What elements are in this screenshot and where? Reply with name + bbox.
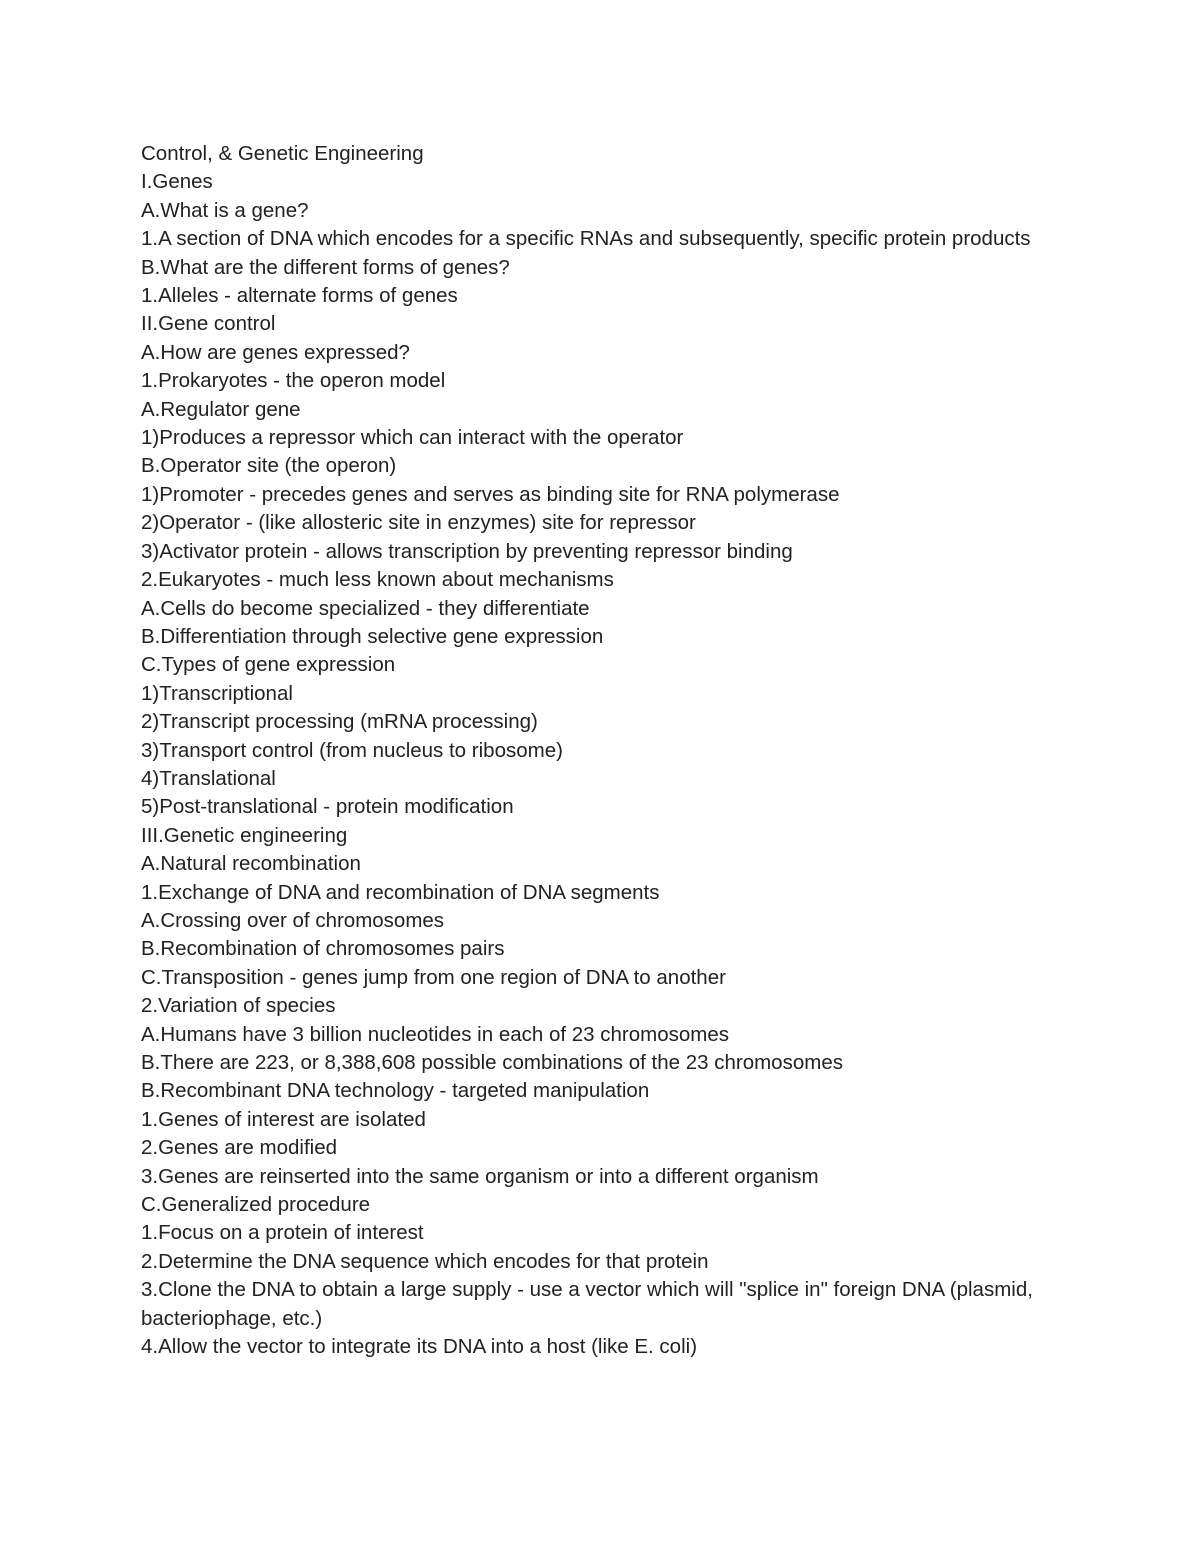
outline-line: C.Transposition - genes jump from one region of DNA to another: [141, 965, 726, 989]
outline-text: [141, 140, 1041, 1361]
outline-line: 2.Variation of species: [141, 994, 336, 1018]
outline-line: A.Cells do become specialized - they differentiate: [141, 596, 590, 620]
outline-line: 5)Post-translational - protein modification: [141, 795, 514, 819]
outline-line: A.How are genes expressed?: [141, 340, 410, 364]
outline-line: B.Differentiation through selective gene expression: [141, 624, 604, 648]
outline-line: I.Genes: [141, 170, 213, 194]
document-title: Control, & Genetic Engineering: [141, 142, 424, 165]
outline-line: 1.Genes of interest are isolated: [141, 1107, 426, 1131]
outline-line: III.Genetic engineering: [141, 823, 348, 847]
outline-line: 2.Determine the DNA sequence which encodes for that protein: [141, 1249, 709, 1273]
outline-line: B.Operator site (the operon): [141, 454, 397, 478]
outline-line: 4.Allow the vector to integrate its DNA into a host (like E. coli): [141, 1335, 698, 1359]
outline-line: 3)Transport control (from nucleus to ribosome): [141, 738, 563, 762]
outline-line: 1.Exchange of DNA and recombination of DNA segments: [141, 880, 660, 904]
outline-line: 1.A section of DNA which encodes for a specific RNAs and subsequently, specific protein products: [141, 227, 1031, 251]
outline-line: B.There are 223, or 8,388,608 possible combinations of the 23 chromosomes: [141, 1051, 843, 1074]
outline-line: B.What are the different forms of genes?: [141, 255, 510, 279]
outline-line: B.Recombinant DNA technology - targeted manipulation: [141, 1079, 650, 1103]
outline-line: 4)Translational: [141, 766, 276, 790]
outline-line: II.Gene control: [141, 312, 276, 336]
outline-line: 3.Clone the DNA to obtain a large supply - use a vector which will "splice in" foreign DNA (plasmid, bacteriophage, etc.): [141, 1278, 1033, 1330]
outline-line: 3.Genes are reinserted into the same organism or into a different organism: [141, 1164, 819, 1188]
outline-line: A.Regulator gene: [141, 397, 301, 421]
outline-line: B.Recombination of chromosomes pairs: [141, 937, 505, 961]
outline-line: 1)Transcriptional: [141, 681, 293, 705]
outline-line: 1)Produces a repressor which can interact with the operator: [141, 426, 684, 450]
outline-line: 2.Genes are modified: [141, 1136, 338, 1160]
outline-line: C.Generalized procedure: [141, 1193, 371, 1217]
outline-line: 2)Transcript processing (mRNA processing): [141, 710, 538, 734]
outline-line: 3)Activator protein - allows transcription by preventing repressor binding: [141, 539, 793, 563]
outline-line: 1.Prokaryotes - the operon model: [141, 369, 446, 393]
outline-line: A.What is a gene?: [141, 198, 309, 222]
outline-line: A.Natural recombination: [141, 852, 361, 876]
outline-line: 1.Focus on a protein of interest: [141, 1221, 424, 1245]
outline-line: 1.Alleles - alternate forms of genes: [141, 284, 458, 308]
outline-line: A.Humans have 3 billion nucleotides in each of 23 chromosomes: [141, 1022, 729, 1046]
outline-line: 2)Operator - (like allosteric site in enzymes) site for repressor: [141, 511, 696, 535]
outline-line: 2.Eukaryotes - much less known about mechanisms: [141, 568, 614, 592]
outline-line: A.Crossing over of chromosomes: [141, 908, 445, 932]
outline-line: C.Types of gene expression: [141, 653, 396, 677]
outline-line: 1)Promoter - precedes genes and serves as binding site for RNA polymerase: [141, 482, 840, 506]
